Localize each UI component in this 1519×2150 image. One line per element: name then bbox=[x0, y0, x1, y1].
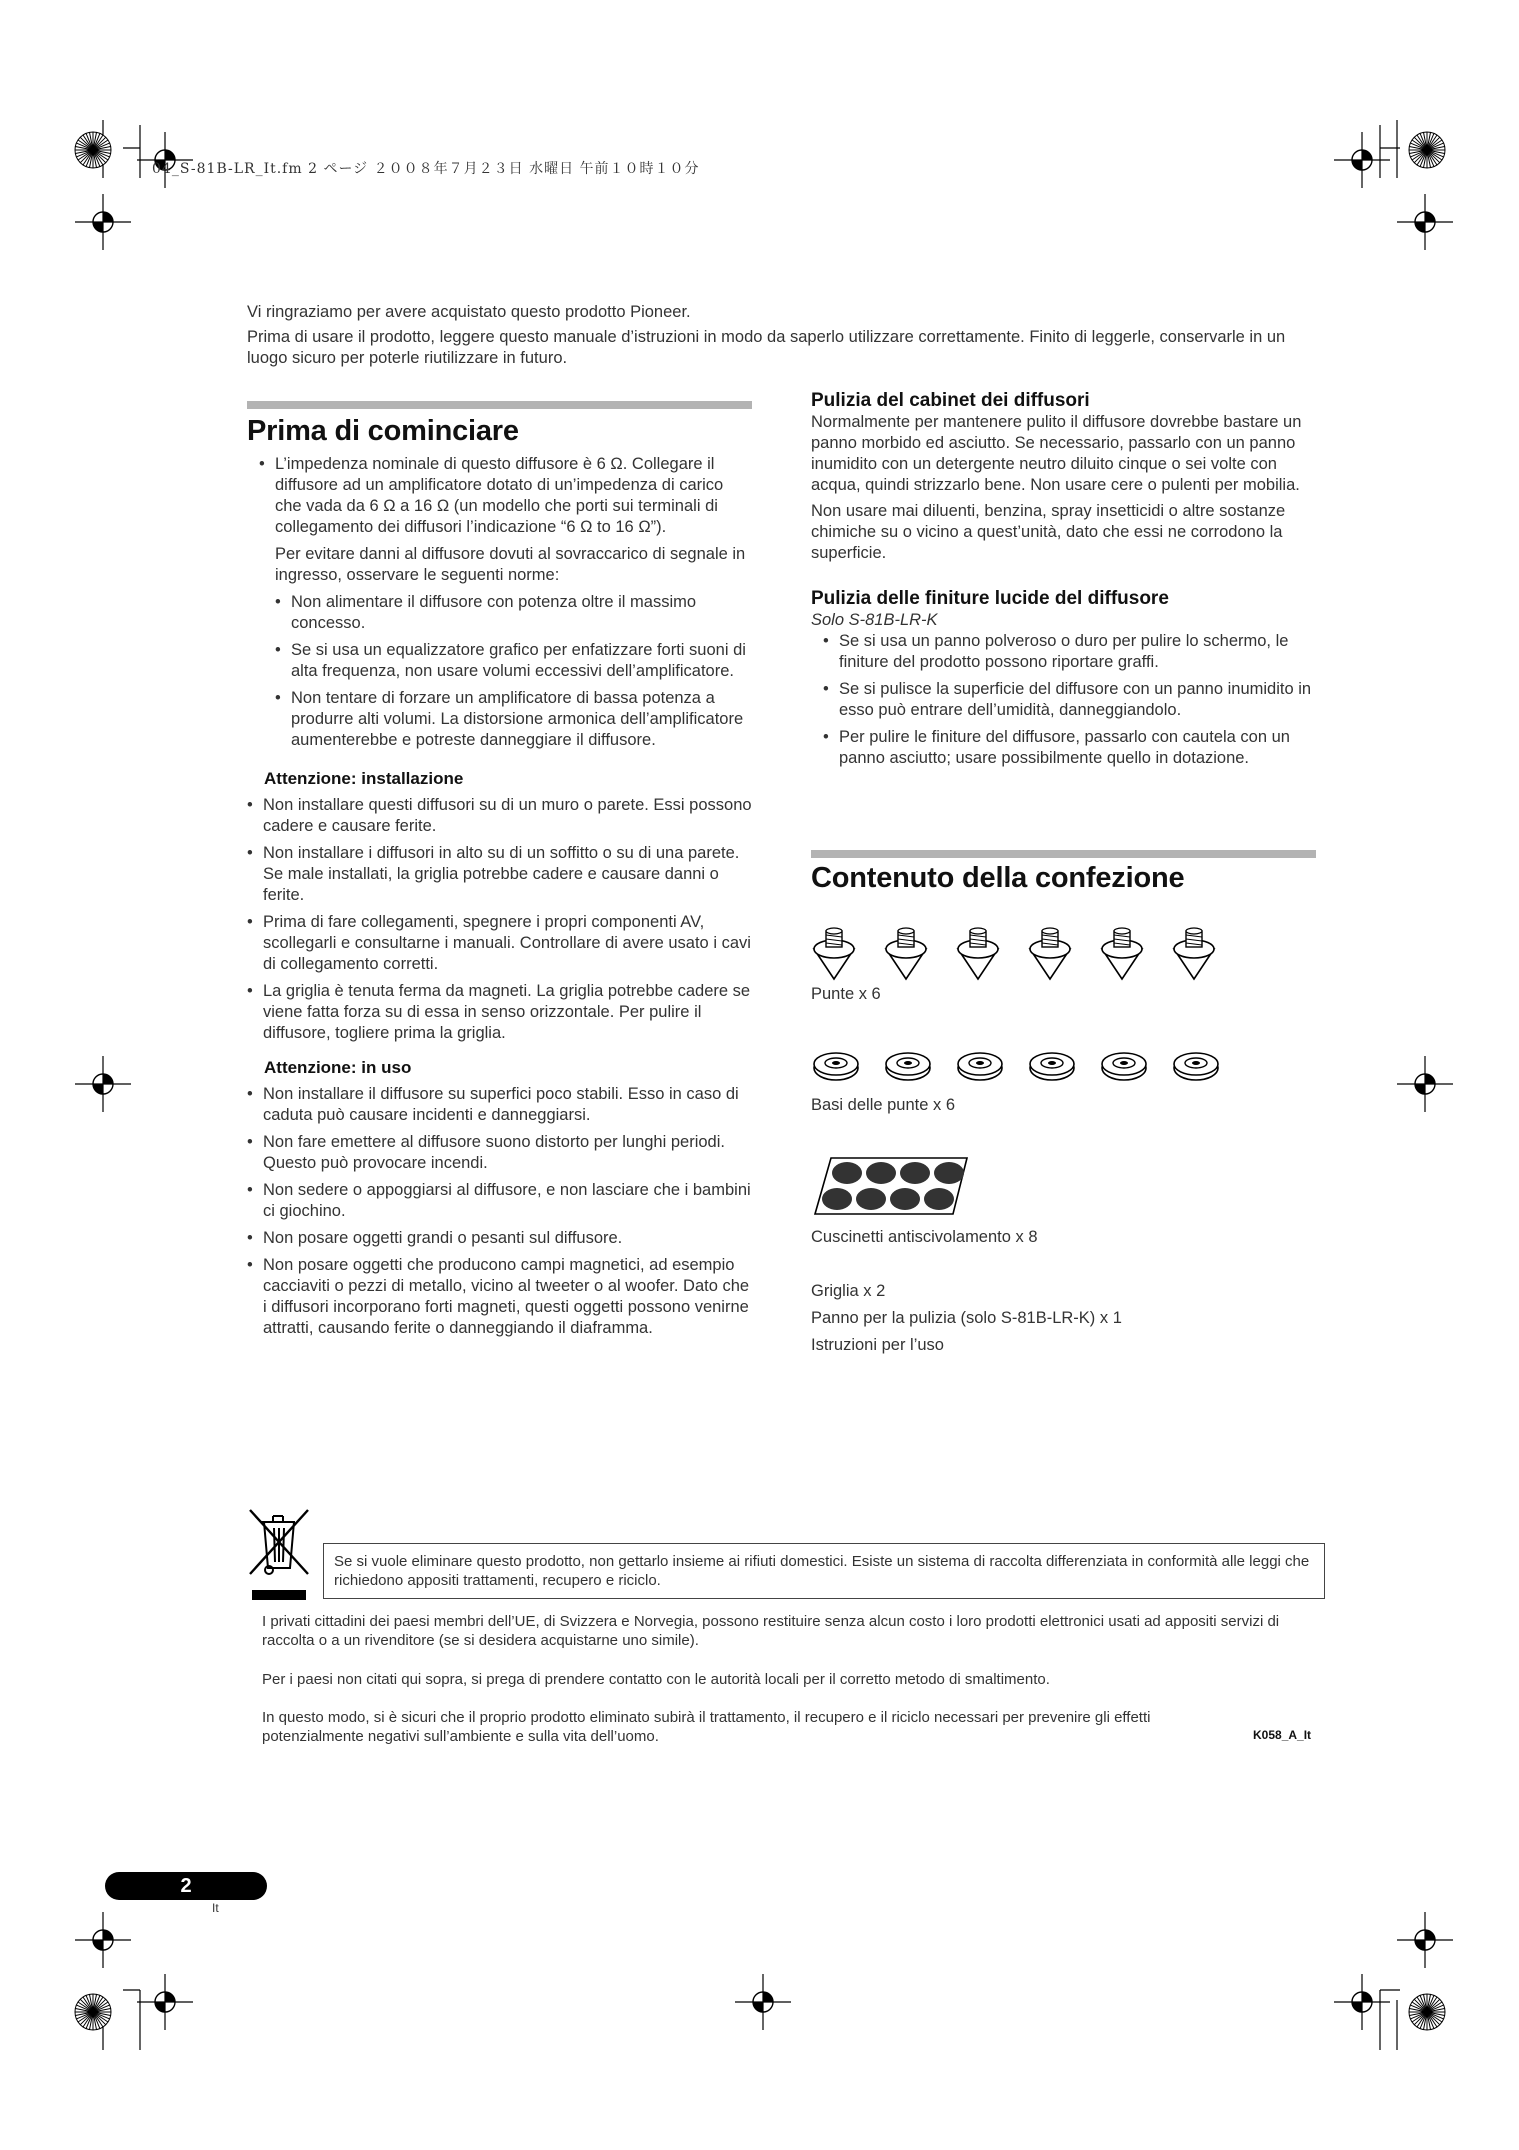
cabinet-para-2: Non usare mai diluenti, benzina, spray insetticidi o altre sostanze chimiche su o vicino a quest’unità, dato che essi ne corrodono la superficie. bbox=[811, 502, 1286, 562]
crossed-bin-icon bbox=[247, 1508, 313, 1604]
overload-note: Per evitare danni al diffusore dovuti al sovraccarico di segnale in ingresso, osservare le seguenti norme: bbox=[275, 545, 746, 584]
base-5 bbox=[1102, 1053, 1146, 1080]
page-number: 2 bbox=[105, 1872, 267, 1900]
section-title-prima: Prima di cominciare bbox=[247, 415, 519, 447]
spike-1 bbox=[814, 928, 854, 979]
overload-list bbox=[259, 592, 752, 751]
pads-label: Cuscinetti antiscivolamento x 8 bbox=[811, 1228, 1038, 1246]
list-item: • Non installare i diffusori in alto su di un soffitto o su di una parete. Se male installati, la griglia potrebbe cadere e causare danni o ferite. bbox=[247, 843, 752, 906]
list-item: • Se si usa un panno polveroso o duro per pulire lo schermo, le finiture del prodotto possono riportare graffi. bbox=[823, 631, 1321, 673]
base-4 bbox=[1030, 1053, 1074, 1080]
list-item: • Non fare emettere al diffusore suono distorto per lunghi periodi. Questo può provocare incendi. bbox=[247, 1132, 752, 1174]
list-item: • Non sedere o appoggiarsi al diffusore, e non lasciare che i bambini ci giochino. bbox=[247, 1180, 752, 1222]
list-item: • La griglia è tenuta ferma da magneti. La griglia potrebbe cadere se viene fatta forza su di essa in senso orizzontale. Per pulire il diffusore, togliere prima la griglia. bbox=[247, 981, 752, 1044]
pad-7 bbox=[890, 1188, 920, 1210]
list-item: • Non tentare di forzare un amplificatore di bassa potenza a produrre alti volumi. La distorsione armonica dell’amplificatore aumenterebbe e potreste danneggiare il diffusore. bbox=[275, 688, 752, 751]
cabinet-para-1: Normalmente per mantenere pulito il diffusore dovrebbe bastare un panno morbido ed asciutto. Se necessario, passarlo con un panno inumidito con un detergente neutro diluito cinque o sei volte con acqua, quindi strizzarlo bene. Non usare cere o pulenti per mobilia. bbox=[811, 413, 1302, 494]
spikes-illustration bbox=[811, 925, 1231, 985]
section-title-contenuto: Contenuto della confezione bbox=[811, 862, 1185, 894]
intro-line-1: Vi ringraziamo per avere acquistato questo prodotto Pioneer. bbox=[247, 303, 691, 321]
section-bar bbox=[247, 401, 752, 409]
manual-label: Istruzioni per l’uso bbox=[811, 1336, 944, 1354]
pad-6 bbox=[856, 1188, 886, 1210]
base-1 bbox=[814, 1053, 858, 1080]
list-item: • Per pulire le finiture del diffusore, passarlo con cautela con un panno asciutto; usare possibilmente quello in dotazione. bbox=[823, 727, 1321, 769]
impedance-list bbox=[259, 454, 752, 538]
use-list bbox=[247, 1084, 752, 1339]
spike-2 bbox=[886, 928, 926, 979]
weee-notice-box bbox=[323, 1543, 1325, 1599]
pad-2 bbox=[866, 1162, 896, 1184]
weee-para-3: In questo modo, si è sicuri che il proprio prodotto eliminato subirà il trattamento, il recupero e il riciclo necessari per prevenire gli effetti potenzialmente negativi sull’ambiente e sulla vita dell’uomo. bbox=[262, 1709, 1151, 1745]
bases-illustration bbox=[811, 1046, 1231, 1086]
list-item: • Prima di fare collegamenti, spegnere i propri componenti AV, scollegarli e consultarne i manuali. Controllare di avere usato i cavi di collegamento corretti. bbox=[247, 912, 752, 975]
gloss-list bbox=[811, 631, 1321, 769]
weee-notice-text: Se si vuole eliminare questo prodotto, non gettarlo insieme ai rifiuti domestici. Esiste un sistema di raccolta differenziata in conformità alle leggi che richiedono appositi trattamenti, recupero e riciclo. bbox=[334, 1553, 1310, 1589]
gloss-subtitle: Solo S-81B-LR-K bbox=[811, 611, 938, 629]
pads-illustration bbox=[811, 1155, 971, 1217]
base-6 bbox=[1174, 1053, 1218, 1080]
base-3 bbox=[958, 1053, 1002, 1080]
list-item: • Non posare oggetti che producono campi magnetici, ad esempio cacciaviti o pezzi di metallo, vicino al tweeter o al woofer. Dato che i diffusori incorporano forti magneti, questi oggetti possono venirne attratti, causando ferite o danneggiando il diaframma. bbox=[247, 1255, 752, 1339]
weee-para-2: Per i paesi non citati qui sopra, si prega di prendere contatto con le autorità locali per il corretto metodo di smaltimento. bbox=[262, 1671, 1050, 1688]
pad-1 bbox=[832, 1162, 862, 1184]
pad-3 bbox=[900, 1162, 930, 1184]
intro bbox=[247, 302, 1317, 373]
spike-3 bbox=[958, 928, 998, 979]
section-bar bbox=[811, 850, 1316, 858]
gloss-heading: Pulizia delle finiture lucide del diffusore bbox=[811, 588, 1169, 609]
pad-5 bbox=[822, 1188, 852, 1210]
base-2 bbox=[886, 1053, 930, 1080]
right-column bbox=[811, 390, 1321, 775]
weee-code: K058_A_It bbox=[1253, 1728, 1312, 1742]
left-column bbox=[247, 401, 752, 1345]
install-list bbox=[247, 795, 752, 1044]
list-item: • Se si usa un equalizzatore grafico per enfatizzare forti suoni di alta frequenza, non usare volumi eccessivi dell’amplificatore. bbox=[275, 640, 752, 682]
list-item: • Non alimentare il diffusore con potenza oltre il massimo concesso. bbox=[275, 592, 752, 634]
spike-4 bbox=[1030, 928, 1070, 979]
use-heading: Attenzione: in uso bbox=[264, 1058, 412, 1077]
spike-6 bbox=[1174, 928, 1214, 979]
bases-label: Basi delle punte x 6 bbox=[811, 1096, 956, 1114]
list-item: • Non posare oggetti grandi o pesanti sul diffusore. bbox=[247, 1228, 752, 1249]
list-item: • Non installare questi diffusori su di un muro o parete. Essi possono cadere e causare ferite. bbox=[247, 795, 752, 837]
file-header: 04_S-81B-LR_It.fm 2 ページ ２００８年７月２３日 水曜日 午前１０時１０分 bbox=[152, 161, 700, 177]
cabinet-heading: Pulizia del cabinet dei diffusori bbox=[811, 390, 1090, 411]
list-item: • L’impedenza nominale di questo diffusore è 6 Ω. Collegare il diffusore ad un amplificatore dotato di un’impedenza di carico che vada da 6 Ω a 16 Ω (un modello che porti sui terminali di collegamento dei diffusori l’indicazione “6 Ω to 16 Ω”). bbox=[259, 454, 752, 538]
page-language: It bbox=[212, 1901, 219, 1915]
spike-5 bbox=[1102, 928, 1142, 979]
install-heading: Attenzione: installazione bbox=[264, 769, 464, 788]
spikes-label: Punte x 6 bbox=[811, 985, 881, 1003]
pad-4 bbox=[934, 1162, 964, 1184]
list-item: • Se si pulisce la superficie del diffusore con un panno inumidito in esso può entrare dell’umidità, danneggiandolo. bbox=[823, 679, 1321, 721]
list-item: • Non installare il diffusore su superfici poco stabili. Esso in caso di caduta può causare incidenti e danneggiarsi. bbox=[247, 1084, 752, 1126]
grille-label: Griglia x 2 bbox=[811, 1282, 886, 1300]
pad-8 bbox=[924, 1188, 954, 1210]
weee-para-1: I privati cittadini dei paesi membri dell’UE, di Svizzera e Norvegia, possono restituire senza alcun costo i loro prodotti elettronici usati ad appositi servizi di raccolta o a un rivenditore (se si desidera acquistarne uno simile). bbox=[262, 1613, 1280, 1649]
intro-line-2: Prima di usare il prodotto, leggere questo manuale d’istruzioni in modo da saperlo utilizzare correttamente. Finito di leggerle, conservarle in un luogo sicuro per poterle riutilizzare in futuro. bbox=[247, 328, 1286, 367]
cloth-label: Panno per la pulizia (solo S-81B-LR-K) x 1 bbox=[811, 1309, 1122, 1327]
